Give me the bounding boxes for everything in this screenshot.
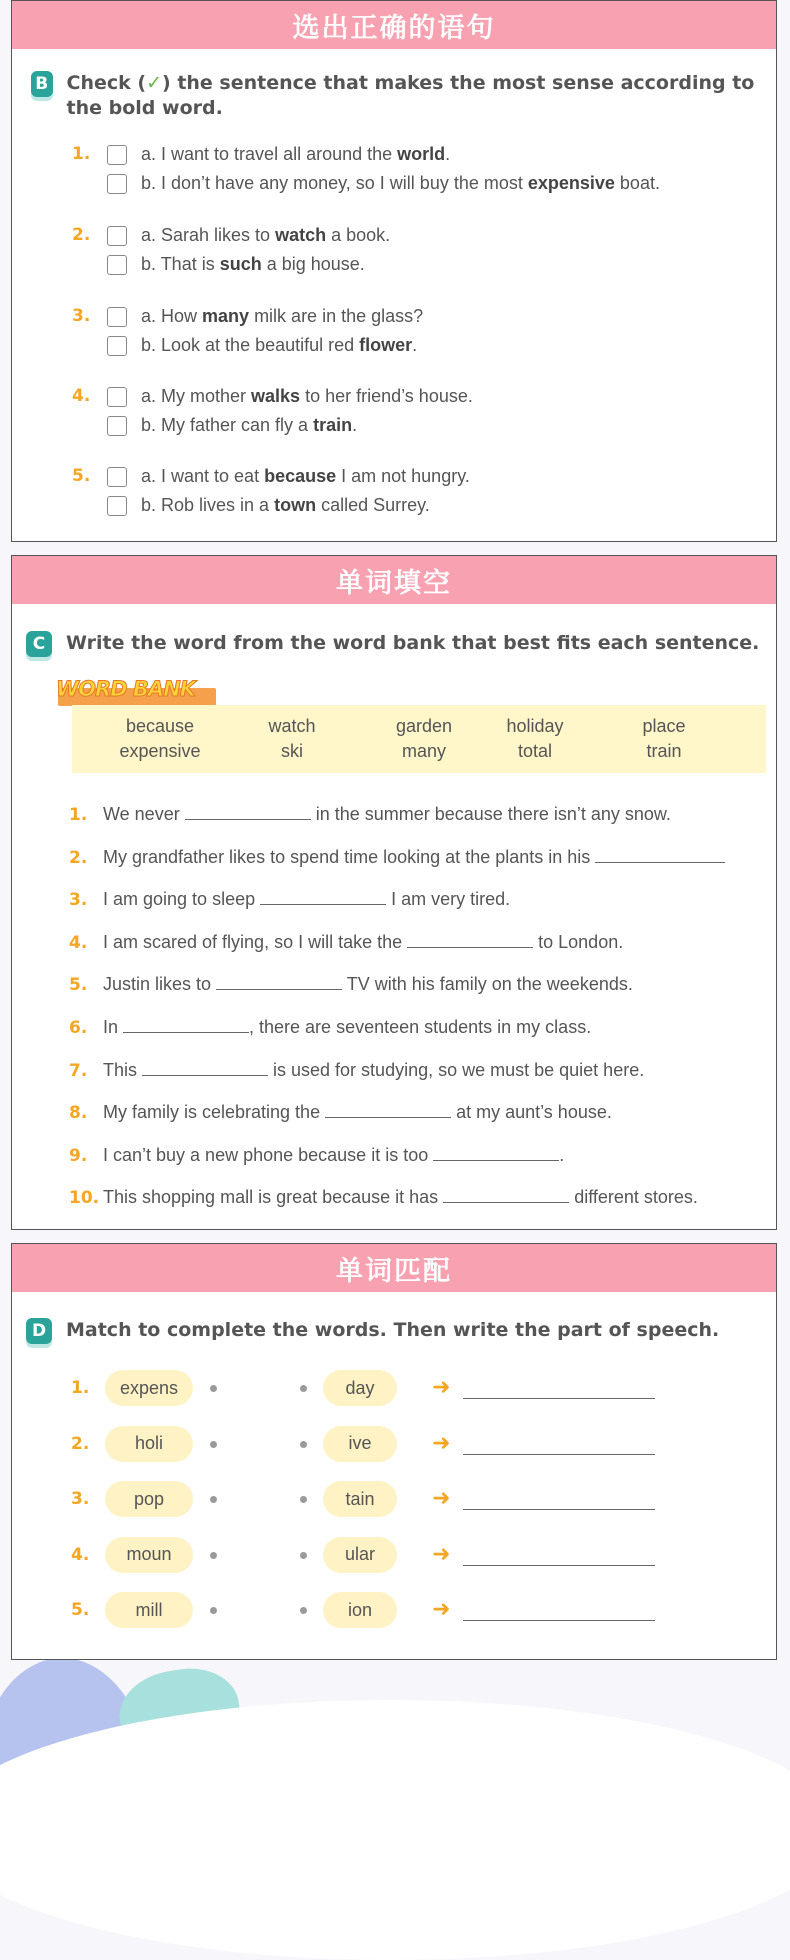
sentence-number: 4.: [69, 932, 88, 953]
checkbox-b[interactable]: [107, 255, 127, 275]
checkbox-a[interactable]: [107, 387, 127, 407]
sentence-text: This: [103, 1059, 143, 1080]
word-start-pill[interactable]: pop: [105, 1481, 193, 1517]
word-end-pill[interactable]: ion: [323, 1592, 397, 1628]
answer-blank[interactable]: [595, 845, 725, 863]
word-start-pill[interactable]: mill: [105, 1592, 193, 1628]
match-number: 1.: [71, 1378, 90, 1398]
sentence-text: In: [103, 1017, 124, 1037]
word-end-pill[interactable]: tain: [323, 1481, 397, 1517]
word-end-pill[interactable]: ive: [323, 1426, 397, 1462]
match-dot-left[interactable]: [210, 1607, 217, 1614]
word-end-pill[interactable]: day: [323, 1370, 397, 1406]
option-text: a. Sarah likes to: [141, 225, 276, 245]
word-start-pill[interactable]: moun: [105, 1537, 193, 1573]
option-a: [107, 466, 470, 487]
match-dot-left[interactable]: [210, 1496, 217, 1503]
match-dot-right[interactable]: [300, 1496, 307, 1503]
section-d-badge: D: [26, 1318, 52, 1344]
sentence-row: [69, 845, 725, 868]
sentence-text: at my aunt’s house.: [451, 1102, 612, 1123]
instruction-text-post: ) the sentence that makes the most sense according to the bold word.: [66, 72, 755, 119]
match-number: 4.: [71, 1544, 90, 1565]
answer-blank[interactable]: [443, 1185, 569, 1203]
part-of-speech-answer-line[interactable]: [463, 1509, 655, 1510]
option-a-text: [141, 306, 423, 327]
option-text: b. Look at the beautiful red: [141, 335, 360, 355]
sentence-text: is used for studying, so we must be quiet here.: [268, 1059, 645, 1080]
sentence-row: [69, 887, 510, 910]
question-number: 1.: [72, 144, 91, 164]
word-bank-item: train: [646, 741, 682, 761]
check-mark-icon: ✓: [146, 72, 163, 94]
part-of-speech-answer-line[interactable]: [463, 1620, 655, 1621]
option-b: [107, 254, 365, 275]
arrow-right-icon: ➜: [432, 1429, 451, 1455]
option-text: I am not hungry.: [336, 466, 470, 486]
sentence-text: different stores.: [569, 1187, 698, 1208]
option-text: a book.: [326, 225, 391, 245]
sentence-text: to London.: [533, 931, 624, 952]
option-a: [107, 144, 450, 165]
sentence-text: I am going to sleep: [103, 889, 261, 910]
section-d-instruction: Match to complete the words. Then write the part of speech.: [66, 1319, 720, 1341]
match-number: 5.: [71, 1600, 90, 1620]
section-b-instruction-row: [31, 71, 771, 121]
bold-word: flower: [359, 335, 413, 355]
word-bank-item: expensive: [119, 741, 201, 761]
background-wave: [0, 1700, 790, 1960]
word-start-pill[interactable]: holi: [105, 1426, 193, 1462]
checkbox-a[interactable]: [107, 226, 127, 246]
match-dot-left[interactable]: [210, 1441, 217, 1448]
sentence-number: 9.: [69, 1145, 88, 1166]
word-end-pill[interactable]: ular: [323, 1537, 397, 1573]
option-b: [107, 415, 357, 436]
sentence-text: I am very tired.: [386, 889, 511, 910]
sentence-text: We never: [103, 804, 185, 824]
answer-blank[interactable]: [123, 1015, 249, 1033]
answer-blank[interactable]: [260, 887, 386, 905]
word-bank-item: place: [642, 716, 686, 736]
option-text: .: [412, 335, 418, 355]
word-bank-item: total: [517, 741, 553, 761]
question-number: 5.: [72, 466, 91, 486]
match-number: 2.: [71, 1433, 90, 1454]
option-text: b. My father can fly a: [141, 415, 314, 435]
section-b-badge: B: [31, 71, 53, 97]
sentence-text: , there are seventeen students in my class.: [249, 1017, 592, 1037]
arrow-right-icon: ➜: [432, 1485, 451, 1510]
option-b-text: [141, 415, 357, 436]
section-c-instruction-row: [26, 631, 766, 657]
match-dot-left[interactable]: [210, 1385, 217, 1392]
checkbox-a[interactable]: [107, 307, 127, 327]
sentence-row: [69, 1185, 698, 1208]
answer-blank[interactable]: [407, 930, 533, 948]
match-dot-right[interactable]: [300, 1607, 307, 1614]
sentence-number: 1.: [69, 805, 88, 825]
section-d-instruction-row: [26, 1318, 766, 1344]
sentence-row: [69, 802, 671, 825]
sentence-text: My family is celebrating the: [103, 1102, 326, 1123]
question-number: 2.: [72, 225, 91, 245]
sentence-text: in the summer because there isn’t any snow.: [310, 804, 671, 824]
match-dot-right[interactable]: [300, 1441, 307, 1448]
option-b-text: [141, 254, 365, 275]
option-text: b. That is: [141, 254, 220, 274]
checkbox-b[interactable]: [107, 174, 127, 194]
section-d-title: 单词匹配: [12, 1244, 776, 1292]
bold-word: world: [397, 144, 446, 164]
sentence-text: TV with his family on the weekends.: [342, 974, 633, 995]
answer-blank[interactable]: [216, 972, 342, 990]
option-text: a. My mother: [141, 386, 252, 406]
sentence-number: 3.: [69, 890, 88, 911]
question-number: 3.: [72, 306, 91, 326]
option-text: called Surrey.: [316, 495, 430, 515]
answer-blank[interactable]: [142, 1058, 268, 1076]
option-text: boat.: [614, 173, 660, 193]
option-a: [107, 225, 390, 246]
option-a-text: [141, 225, 390, 246]
sentence-text: This shopping mall is great because it has: [103, 1187, 444, 1208]
section-b-instruction: [67, 71, 771, 121]
checkbox-b[interactable]: [107, 336, 127, 356]
sentence-number: 6.: [69, 1018, 88, 1038]
bold-word: walks: [251, 386, 301, 406]
option-b: [107, 335, 417, 356]
sentence-row: [69, 930, 623, 953]
option-a-text: [141, 386, 473, 407]
checkbox-a[interactable]: [107, 467, 127, 487]
bold-word: such: [219, 254, 262, 274]
part-of-speech-answer-line[interactable]: [463, 1454, 655, 1455]
sentence-text: .: [559, 1144, 565, 1165]
sentence-row: [69, 972, 633, 995]
option-text: .: [445, 144, 451, 164]
option-text: milk are in the glass?: [249, 306, 424, 326]
part-of-speech-answer-line[interactable]: [463, 1565, 655, 1566]
section-c-title: 单词填空: [12, 556, 776, 604]
word-bank-label: WORD BANK: [56, 677, 196, 701]
word-start-pill[interactable]: expens: [105, 1370, 193, 1406]
word-bank-item: garden: [395, 716, 453, 736]
option-b-text: [141, 173, 660, 194]
section-c-instruction: Write the word from the word bank that best fits each sentence.: [66, 632, 760, 654]
word-bank-item: watch: [268, 716, 316, 736]
word-bank-item: holiday: [506, 716, 564, 736]
checkbox-a[interactable]: [107, 145, 127, 165]
bold-word: because: [264, 466, 337, 486]
bold-word: many: [202, 306, 250, 326]
option-text: .: [352, 415, 358, 435]
sentence-text: My grandfather likes to spend time looking at the plants in his: [103, 846, 596, 867]
part-of-speech-answer-line[interactable]: [463, 1398, 655, 1399]
option-b-text: [141, 335, 417, 356]
match-number: 3.: [71, 1489, 90, 1509]
sentence-row: [69, 1100, 612, 1123]
checkbox-b[interactable]: [107, 416, 127, 436]
option-text: b. Rob lives in a: [141, 495, 275, 515]
option-text: b. I don’t have any money, so I will buy the most: [141, 173, 528, 193]
checkbox-b[interactable]: [107, 496, 127, 516]
arrow-right-icon: ➜: [432, 1374, 451, 1399]
bold-word: town: [274, 495, 317, 515]
sentence-row: [69, 1143, 564, 1166]
bold-word: train: [313, 415, 353, 435]
sentence-text: I am scared of flying, so I will take the: [103, 931, 408, 952]
sentence-text: I can’t buy a new phone because it is too: [103, 1144, 434, 1165]
sentence-number: 10.: [69, 1188, 100, 1209]
sentence-number: 5.: [69, 975, 88, 996]
match-dot-left[interactable]: [210, 1552, 217, 1559]
section-c-badge: C: [26, 631, 52, 657]
sentence-row: [69, 1058, 644, 1081]
option-a-text: [141, 466, 470, 487]
sentence-row: [69, 1015, 591, 1038]
option-b-text: [141, 495, 430, 516]
word-bank-item: because: [125, 716, 195, 736]
arrow-right-icon: ➜: [432, 1596, 451, 1621]
bold-word: watch: [275, 225, 327, 245]
sentence-number: 7.: [69, 1060, 88, 1081]
word-bank-item: ski: [281, 741, 303, 761]
arrow-right-icon: ➜: [432, 1540, 451, 1566]
option-a: [107, 306, 423, 327]
match-dot-right[interactable]: [300, 1385, 307, 1392]
option-b: [107, 495, 430, 516]
option-text: a. How: [141, 306, 203, 326]
option-text: a. I want to travel all around the: [141, 144, 398, 164]
match-dot-right[interactable]: [300, 1552, 307, 1559]
word-bank-item: many: [401, 741, 447, 761]
sentence-number: 2.: [69, 847, 88, 868]
question-number: 4.: [72, 386, 91, 406]
option-b: [107, 173, 660, 194]
option-text: to her friend’s house.: [300, 386, 473, 406]
sentence-text: Justin likes to: [103, 974, 217, 995]
answer-blank[interactable]: [185, 802, 311, 820]
option-text: a. I want to eat: [141, 466, 265, 486]
answer-blank[interactable]: [433, 1143, 559, 1161]
bold-word: expensive: [527, 173, 615, 193]
instruction-text-pre: Check (: [66, 72, 147, 94]
sentence-number: 8.: [69, 1103, 88, 1124]
option-text: a big house.: [261, 254, 365, 274]
section-b-title: 选出正确的语句: [12, 1, 776, 49]
answer-blank[interactable]: [325, 1100, 451, 1118]
option-a-text: [141, 144, 450, 165]
option-a: [107, 386, 473, 407]
